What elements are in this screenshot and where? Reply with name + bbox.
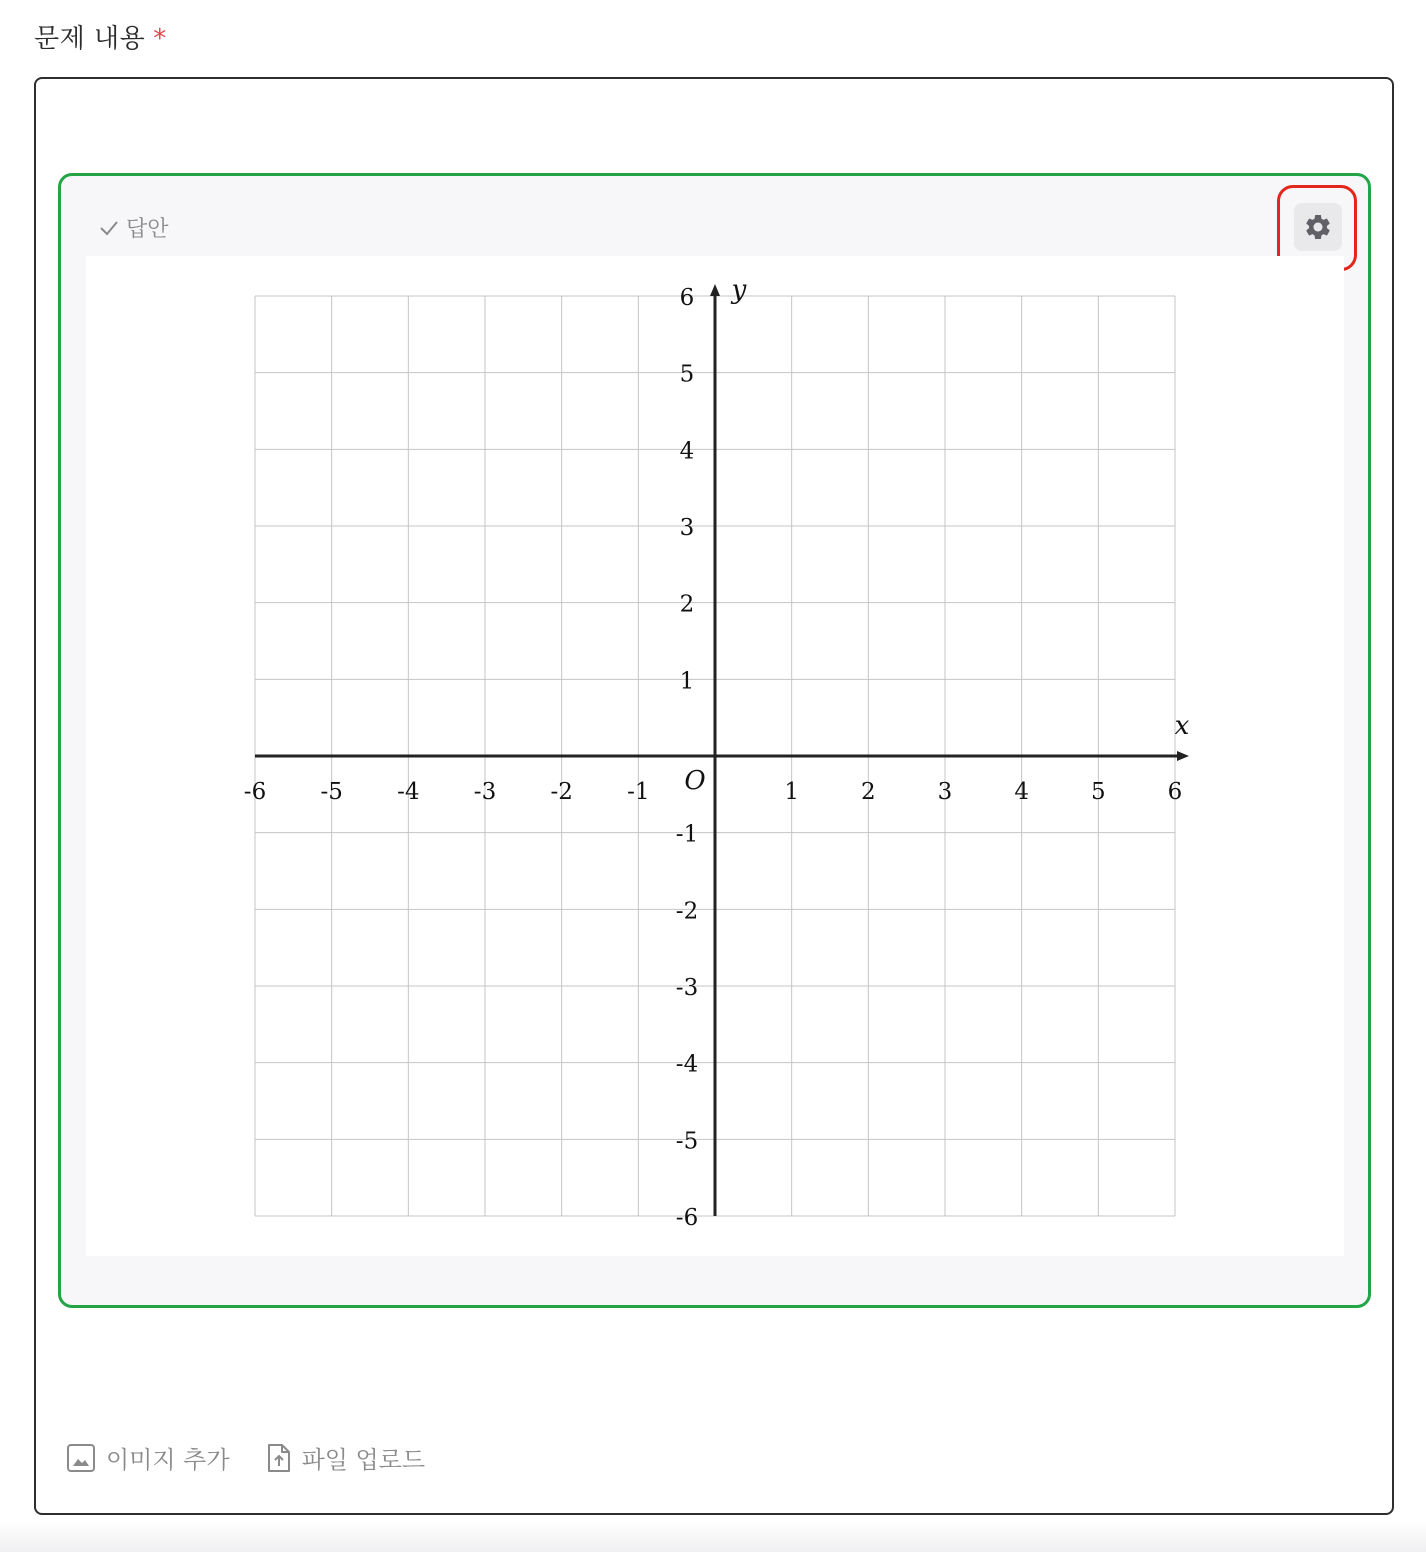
origin-label: O bbox=[684, 766, 706, 796]
y-tick-label: 2 bbox=[679, 591, 695, 618]
check-icon bbox=[98, 217, 120, 239]
answer-tag bbox=[98, 212, 169, 243]
x-tick-label: -6 bbox=[243, 779, 267, 805]
x-tick-label: -5 bbox=[320, 779, 343, 805]
y-tick-label: -6 bbox=[675, 1205, 699, 1231]
file-upload-icon bbox=[266, 1442, 292, 1474]
x-tick-label: 2 bbox=[861, 779, 876, 805]
x-tick-label: 4 bbox=[1014, 779, 1029, 805]
add-image-label: 이미지 추가 bbox=[106, 1446, 230, 1474]
x-tick-label: 3 bbox=[937, 779, 953, 805]
y-tick-label: 4 bbox=[679, 438, 695, 465]
y-tick-label: 3 bbox=[679, 515, 695, 541]
image-icon bbox=[66, 1443, 96, 1473]
y-tick-label: -5 bbox=[675, 1128, 699, 1155]
field-label bbox=[34, 18, 167, 55]
x-tick-label: 1 bbox=[784, 779, 799, 805]
answer-label: 답안 bbox=[126, 217, 169, 242]
x-tick-label: -3 bbox=[473, 779, 497, 805]
coordinate-plane[interactable] bbox=[86, 256, 1344, 1256]
x-axis-label: x bbox=[1174, 711, 1190, 741]
y-tick-label: -1 bbox=[675, 821, 699, 848]
upload-file-label: 파일 업로드 bbox=[301, 1446, 426, 1474]
graph-canvas[interactable] bbox=[86, 256, 1344, 1256]
x-tick-label: -1 bbox=[627, 779, 650, 805]
y-tick-label: 6 bbox=[679, 285, 695, 311]
y-tick-label: -2 bbox=[675, 898, 699, 925]
editor-toolbar bbox=[66, 1440, 425, 1475]
x-tick-label: 6 bbox=[1167, 779, 1183, 805]
x-tick-label: -2 bbox=[550, 779, 573, 805]
y-axis-arrow bbox=[710, 284, 720, 296]
settings-button[interactable] bbox=[1294, 203, 1342, 251]
required-mark: * bbox=[153, 24, 167, 54]
x-tick-label: 5 bbox=[1091, 779, 1106, 805]
field-label-text: 문제 내용 bbox=[34, 24, 146, 54]
y-tick-label: 5 bbox=[679, 361, 695, 388]
graph-block[interactable] bbox=[58, 173, 1371, 1308]
y-tick-label: -4 bbox=[675, 1051, 699, 1078]
y-axis-label: y bbox=[731, 275, 747, 305]
upload-file-button[interactable] bbox=[266, 1440, 426, 1475]
bottom-shade bbox=[0, 1522, 1426, 1552]
x-tick-label: -4 bbox=[397, 779, 420, 805]
gear-icon bbox=[1303, 212, 1333, 242]
x-axis-arrow bbox=[1177, 751, 1189, 761]
add-image-button[interactable] bbox=[66, 1440, 230, 1475]
y-tick-label: 1 bbox=[679, 668, 695, 695]
y-tick-label: -3 bbox=[675, 975, 699, 1001]
